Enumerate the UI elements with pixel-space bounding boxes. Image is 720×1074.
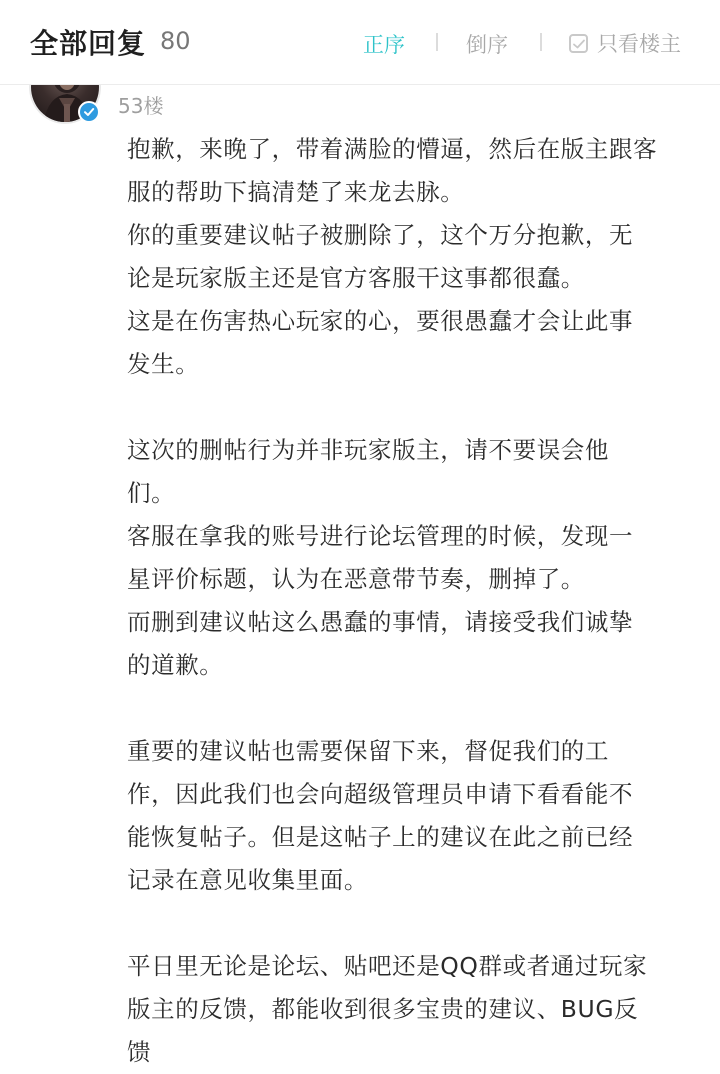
- owner-only-toggle[interactable]: [569, 29, 681, 57]
- post-line: 馈: [127, 1038, 152, 1066]
- post-line: 能恢复帖子。但是这帖子上的建议在此之前已经: [127, 823, 634, 851]
- post-line: 的道歉。: [127, 651, 224, 679]
- paragraph-gap: [127, 902, 687, 945]
- reply-count: 80: [160, 27, 191, 55]
- post-content: [127, 128, 687, 1074]
- all-replies-title: 全部回复: [30, 27, 147, 60]
- post-line: 你的重要建议帖子被删除了，这个万分抱歉，无: [127, 221, 634, 249]
- post-line: 发生。: [127, 350, 200, 378]
- divider: [540, 33, 542, 51]
- post-line: 抱歉，来晚了，带着满脸的懵逼，然后在版主跟客: [127, 135, 658, 163]
- paragraph-gap: [127, 386, 687, 429]
- post-line: 重要的建议帖也需要保留下来，督促我们的工: [127, 737, 609, 765]
- post-line: 平日里无论是论坛、贴吧还是QQ群或者通过玩家: [127, 952, 648, 980]
- post-line: 星评价标题，认为在恶意带节奏，删掉了。: [127, 565, 585, 593]
- verified-badge-icon: [78, 101, 100, 123]
- post-line: 客服在拿我的账号进行论坛管理的时候，发现一: [127, 522, 634, 550]
- sort-ascending-tab[interactable]: 正序: [363, 33, 405, 57]
- post-line: 这次的删帖行为并非玩家版主，请不要误会他: [127, 436, 609, 464]
- sort-descending-tab[interactable]: 倒序: [466, 33, 508, 57]
- paragraph-gap: [127, 687, 687, 730]
- post-line: 而删到建议帖这么愚蠢的事情，请接受我们诚挚: [127, 608, 634, 636]
- post-line: 论是玩家版主还是官方客服干这事都很蠢。: [127, 264, 585, 292]
- owner-only-label: 只看楼主: [597, 32, 681, 56]
- post-line: 记录在意见收集里面。: [127, 866, 368, 894]
- floor-number: 53楼: [118, 94, 164, 118]
- post-line: 作，因此我们也会向超级管理员申请下看看能不: [127, 780, 634, 808]
- checkbox-icon[interactable]: [569, 34, 588, 53]
- post-line: 版主的反馈，都能收到很多宝贵的建议、BUG反: [127, 995, 639, 1023]
- post-line: 这是在伤害热心玩家的心，要很愚蠢才会让此事: [127, 307, 634, 335]
- post-line: 服的帮助下搞清楚了来龙去脉。: [127, 178, 465, 206]
- post-line: 们。: [127, 479, 176, 507]
- divider: [436, 33, 438, 51]
- reply-header: [0, 0, 720, 85]
